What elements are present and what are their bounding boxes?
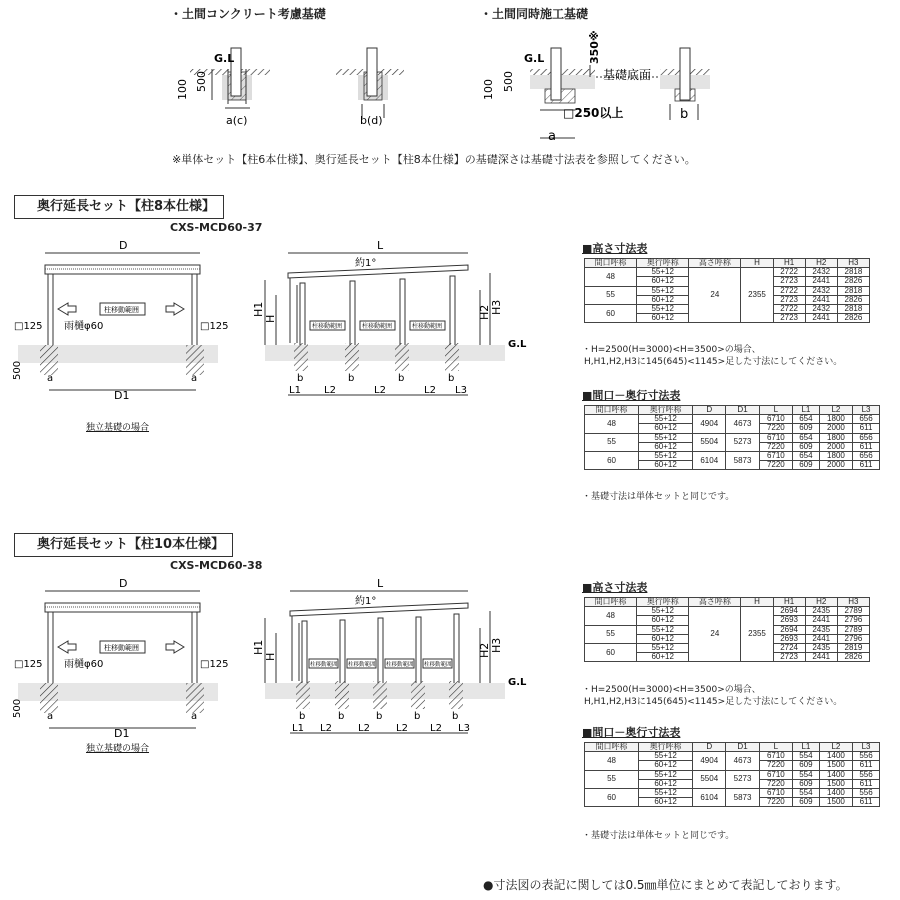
foundation-sq250-label: □250以上 <box>563 106 624 120</box>
svg-text:約1°: 約1° <box>355 596 377 607</box>
l-cell: 6710 <box>759 452 792 461</box>
l1-cell: 654 <box>792 452 819 461</box>
svg-text:D1: D1 <box>114 727 130 740</box>
h2-cell: 2432 <box>805 268 837 277</box>
svg-text:L3: L3 <box>458 723 470 734</box>
depth-code-cell: 55+12 <box>637 286 689 295</box>
svg-text:柱移動範囲: 柱移動範囲 <box>312 323 343 330</box>
l1-cell: 609 <box>792 761 819 770</box>
l-cell: 6710 <box>759 433 792 442</box>
svg-text:L1: L1 <box>289 385 301 396</box>
s1-height-table <box>584 258 870 323</box>
s1-height-table-title: ■高さ寸法表 <box>582 242 648 255</box>
foundation-left-title: ・土間コンクリート考慮基礎 <box>170 7 326 21</box>
h3-cell: 2796 <box>837 634 869 643</box>
h2-cell: 2435 <box>805 644 837 653</box>
table-header-cell: 奥行呼称 <box>637 259 689 268</box>
svg-text:b: b <box>398 373 405 384</box>
depth-code-cell: 60+12 <box>639 424 693 433</box>
foundation-500-label-2: 500 <box>502 71 515 92</box>
svg-text:L2: L2 <box>320 723 332 734</box>
depth-code-cell: 60+12 <box>639 761 693 770</box>
depth-code-cell: 60+12 <box>637 634 689 643</box>
width-code-cell: 48 <box>585 268 637 286</box>
svg-text:柱移動範囲: 柱移動範囲 <box>424 662 452 668</box>
svg-text:L2: L2 <box>374 385 386 396</box>
svg-text:500: 500 <box>12 360 23 380</box>
svg-text:H: H <box>264 314 277 323</box>
svg-text:L2: L2 <box>424 385 436 396</box>
l2-cell: 1800 <box>819 452 852 461</box>
l2-cell: 2000 <box>819 461 852 470</box>
l-cell: 7220 <box>759 461 792 470</box>
svg-text:a: a <box>191 711 198 722</box>
svg-text:L2: L2 <box>430 723 442 734</box>
depth-code-cell: 60+12 <box>637 295 689 304</box>
l2-cell: 2000 <box>819 424 852 433</box>
svg-text:b: b <box>448 373 455 384</box>
svg-text:H: H <box>264 652 277 661</box>
section1-diagram <box>0 235 560 465</box>
width-code-cell: 60 <box>585 644 637 662</box>
depth-code-cell: 55+12 <box>637 625 689 634</box>
table-header-cell: H3 <box>837 598 869 607</box>
l3-cell: 656 <box>853 433 880 442</box>
h1-cell: 2694 <box>773 625 805 634</box>
l1-cell: 609 <box>792 779 819 788</box>
s2-height-note-2: H,H1,H2,H3に145(645)<1145>足した寸法にしてください。 <box>584 697 843 707</box>
foundation-ac-label: a(c) <box>226 114 248 127</box>
l2-cell: 1500 <box>819 779 852 788</box>
section2-model: CXS-MCD60-38 <box>170 559 263 572</box>
svg-text:b: b <box>299 711 306 722</box>
svg-text:b: b <box>376 711 383 722</box>
l3-cell: 611 <box>853 798 880 807</box>
depth-code-cell: 60+12 <box>637 277 689 286</box>
section2-side-elevation <box>252 577 527 734</box>
l2-cell: 1500 <box>819 798 852 807</box>
l3-cell: 556 <box>853 789 880 798</box>
h2-cell: 2441 <box>805 277 837 286</box>
l2-cell: 1400 <box>819 770 852 779</box>
l1-cell: 609 <box>792 798 819 807</box>
svg-text:H1: H1 <box>252 301 265 317</box>
l2-cell: 1800 <box>819 433 852 442</box>
d-cell: 4904 <box>693 415 726 433</box>
svg-text:雨樋φ60: 雨樋φ60 <box>64 321 104 332</box>
l2-cell: 1400 <box>819 789 852 798</box>
l1-cell: 609 <box>792 442 819 451</box>
foundation-b-d <box>336 48 404 118</box>
table-header-cell: L3 <box>853 406 880 415</box>
foundation-b-label: b <box>680 107 689 122</box>
l3-cell: 611 <box>853 779 880 788</box>
foundation-350-label: 350※ <box>588 30 601 64</box>
l1-cell: 609 <box>792 424 819 433</box>
l-cell: 6710 <box>759 752 792 761</box>
table-header-cell: D <box>693 743 726 752</box>
table-header-cell: L <box>759 406 792 415</box>
section1-side-elevation <box>252 239 527 396</box>
foundation-100-label-2: 100 <box>482 79 495 100</box>
depth-code-cell: 55+12 <box>637 607 689 616</box>
foundation-gl-label: G.L <box>214 52 235 65</box>
width-code-cell: 48 <box>585 752 639 770</box>
svg-text:a: a <box>47 711 54 722</box>
l3-cell: 611 <box>853 461 880 470</box>
svg-text:独立基礎の場合: 独立基礎の場合 <box>86 423 150 433</box>
svg-text:G.L: G.L <box>508 339 527 350</box>
h1-cell: 2723 <box>773 277 805 286</box>
svg-text:L2: L2 <box>396 723 408 734</box>
table-header-cell: 間口呼称 <box>585 259 637 268</box>
table-header-cell: H2 <box>805 259 837 268</box>
h2-cell: 2441 <box>805 616 837 625</box>
l1-cell: 654 <box>792 433 819 442</box>
foundation-diagram <box>0 0 900 160</box>
d1-cell: 5873 <box>726 789 759 807</box>
l1-cell: 654 <box>792 415 819 424</box>
foundation-gl-label-2: G.L <box>524 52 545 65</box>
table-header-cell: L <box>759 743 792 752</box>
depth-code-cell: 60+12 <box>639 779 693 788</box>
s1-opening-note: ・基礎寸法は単体セットと同じです。 <box>582 492 735 502</box>
svg-text:G.L: G.L <box>508 677 527 688</box>
svg-text:H1: H1 <box>252 639 265 655</box>
svg-text:L3: L3 <box>455 385 467 396</box>
foundation-a-label: a <box>548 129 556 144</box>
h2-cell: 2441 <box>805 295 837 304</box>
svg-text:b: b <box>338 711 345 722</box>
h1-cell: 2724 <box>773 644 805 653</box>
svg-text:H2: H2 <box>478 304 491 320</box>
svg-text:L: L <box>377 577 384 590</box>
section1-title: 奥行延長セット【柱8本仕様】 <box>14 195 224 219</box>
h3-cell: 2826 <box>837 295 869 304</box>
svg-text:L1: L1 <box>292 723 304 734</box>
s1-opening-table <box>584 405 880 470</box>
h1-cell: 2722 <box>773 268 805 277</box>
table-header-cell: H <box>741 598 773 607</box>
d1-cell: 4673 <box>726 415 759 433</box>
h3-cell: 2818 <box>837 268 869 277</box>
depth-code-cell: 55+12 <box>639 789 693 798</box>
l3-cell: 611 <box>853 442 880 451</box>
table-header-cell: L1 <box>792 406 819 415</box>
table-header-cell: H <box>741 259 773 268</box>
h1-cell: 2693 <box>773 634 805 643</box>
table-header-cell: 奥行呼称 <box>639 743 693 752</box>
depth-code-cell: 55+12 <box>639 452 693 461</box>
foundation-right-title: ・土間同時施工基礎 <box>480 7 589 21</box>
svg-text:柱移動範囲: 柱移動範囲 <box>104 306 139 314</box>
section2-diagram <box>0 573 560 773</box>
h2-cell: 2441 <box>805 634 837 643</box>
h3-cell: 2818 <box>837 286 869 295</box>
svg-text:b: b <box>297 373 304 384</box>
h2-cell: 2441 <box>805 314 837 323</box>
table-header-cell: 高さ呼称 <box>689 598 741 607</box>
width-code-cell: 55 <box>585 625 637 643</box>
foundation-500-label: 500 <box>195 71 208 92</box>
svg-text:D: D <box>119 577 128 590</box>
depth-code-cell: 55+12 <box>639 433 693 442</box>
section2-title: 奥行延長セット【柱10本仕様】 <box>14 533 233 557</box>
s1-height-note-1: ・H=2500(H=3000)<H=3500>の場合、 <box>582 345 761 355</box>
svg-text:独立基礎の場合: 独立基礎の場合 <box>86 744 150 754</box>
svg-text:柱移動範囲: 柱移動範囲 <box>412 323 443 330</box>
table-header-cell: L2 <box>819 743 852 752</box>
table-header-cell: H3 <box>837 259 869 268</box>
d1-cell: 5273 <box>726 433 759 451</box>
svg-text:柱移動範囲: 柱移動範囲 <box>104 644 139 652</box>
table-header-cell: L2 <box>819 406 852 415</box>
table-header-cell: 間口呼称 <box>585 598 637 607</box>
h1-cell: 2723 <box>773 653 805 662</box>
svg-text:□125: □125 <box>200 659 229 670</box>
s2-opening-table-title: ■間口－奥行寸法表 <box>582 726 681 739</box>
width-code-cell: 48 <box>585 415 639 433</box>
h3-cell: 2826 <box>837 277 869 286</box>
h3-cell: 2826 <box>837 653 869 662</box>
depth-code-cell: 60+12 <box>639 461 693 470</box>
svg-text:a: a <box>191 373 198 384</box>
h2-cell: 2441 <box>805 653 837 662</box>
d-cell: 4904 <box>693 752 726 770</box>
l-cell: 6710 <box>759 789 792 798</box>
l1-cell: 554 <box>792 789 819 798</box>
d-cell: 5504 <box>693 433 726 451</box>
s2-opening-note: ・基礎寸法は単体セットと同じです。 <box>582 831 735 841</box>
depth-code-cell: 55+12 <box>637 268 689 277</box>
svg-text:b: b <box>414 711 421 722</box>
depth-code-cell: 60+12 <box>639 442 693 451</box>
l3-cell: 556 <box>853 770 880 779</box>
depth-code-cell: 60+12 <box>639 798 693 807</box>
depth-code-cell: 55+12 <box>637 644 689 653</box>
l3-cell: 611 <box>853 761 880 770</box>
h3-cell: 2818 <box>837 305 869 314</box>
h3-cell: 2796 <box>837 616 869 625</box>
section1-front-elevation <box>12 239 229 433</box>
svg-text:D: D <box>119 239 128 252</box>
d-cell: 6104 <box>693 789 726 807</box>
svg-text:D1: D1 <box>114 389 130 402</box>
height-code-cell: 24 <box>689 268 741 323</box>
table-header-cell: L3 <box>853 743 880 752</box>
foundation-note: ※単体セット【柱6本仕様】、奥行延長セット【柱8本仕様】の基礎深さは基礎寸法表を参照してください。 <box>172 153 696 166</box>
h1-cell: 2694 <box>773 607 805 616</box>
l-cell: 6710 <box>759 415 792 424</box>
l-cell: 6710 <box>759 770 792 779</box>
l-cell: 7220 <box>759 761 792 770</box>
l-cell: 7220 <box>759 424 792 433</box>
svg-text:柱移動範囲: 柱移動範囲 <box>362 323 393 330</box>
depth-code-cell: 60+12 <box>637 616 689 625</box>
svg-text:H3: H3 <box>490 299 503 315</box>
svg-text:柱移動範囲: 柱移動範囲 <box>348 662 376 668</box>
l-cell: 7220 <box>759 442 792 451</box>
d1-cell: 5873 <box>726 452 759 470</box>
l1-cell: 609 <box>792 461 819 470</box>
foundation-base-bottom-label: 基礎底面 <box>603 68 652 82</box>
depth-code-cell: 55+12 <box>637 305 689 314</box>
height-code-cell: 24 <box>689 607 741 662</box>
table-header-cell: L1 <box>792 743 819 752</box>
table-header-cell: 奥行呼称 <box>637 598 689 607</box>
table-header-cell: H1 <box>773 259 805 268</box>
table-header-cell: 間口呼称 <box>585 743 639 752</box>
l-cell: 7220 <box>759 779 792 788</box>
l1-cell: 554 <box>792 770 819 779</box>
table-header-cell: D1 <box>726 743 759 752</box>
d-cell: 6104 <box>693 452 726 470</box>
h3-cell: 2819 <box>837 644 869 653</box>
l1-cell: 554 <box>792 752 819 761</box>
l2-cell: 1500 <box>819 761 852 770</box>
svg-text:L2: L2 <box>324 385 336 396</box>
l-cell: 7220 <box>759 798 792 807</box>
width-code-cell: 55 <box>585 433 639 451</box>
h1-cell: 2722 <box>773 305 805 314</box>
table-header-cell: 奥行呼称 <box>639 406 693 415</box>
svg-text:500: 500 <box>12 698 23 718</box>
svg-text:b: b <box>452 711 459 722</box>
h1-cell: 2722 <box>773 286 805 295</box>
h1-cell: 2693 <box>773 616 805 625</box>
d1-cell: 4673 <box>726 752 759 770</box>
svg-text:L: L <box>377 239 384 252</box>
width-code-cell: 60 <box>585 305 637 323</box>
width-code-cell: 55 <box>585 770 639 788</box>
svg-text:a: a <box>47 373 54 384</box>
table-header-cell: 間口呼称 <box>585 406 639 415</box>
l3-cell: 611 <box>853 424 880 433</box>
svg-text:□125: □125 <box>14 659 43 670</box>
s2-height-note-1: ・H=2500(H=3000)<H=3500>の場合、 <box>582 685 761 695</box>
d-cell: 5504 <box>693 770 726 788</box>
s1-opening-table-title: ■間口－奥行寸法表 <box>582 389 681 402</box>
svg-text:L2: L2 <box>358 723 370 734</box>
table-header-cell: D <box>693 406 726 415</box>
h3-cell: 2789 <box>837 625 869 634</box>
svg-text:□125: □125 <box>200 321 229 332</box>
l2-cell: 1800 <box>819 415 852 424</box>
s2-height-table-title: ■高さ寸法表 <box>582 581 648 594</box>
table-row <box>585 770 880 779</box>
h-value-cell: 2355 <box>741 268 773 323</box>
h2-cell: 2432 <box>805 305 837 314</box>
h2-cell: 2432 <box>805 286 837 295</box>
d1-cell: 5273 <box>726 770 759 788</box>
h2-cell: 2435 <box>805 607 837 616</box>
svg-text:柱移動範囲: 柱移動範囲 <box>386 662 414 668</box>
foundation-bd-label: b(d) <box>360 114 383 127</box>
h-value-cell: 2355 <box>741 607 773 662</box>
table-row <box>585 433 880 442</box>
l3-cell: 656 <box>853 415 880 424</box>
depth-code-cell: 60+12 <box>637 314 689 323</box>
svg-text:□125: □125 <box>14 321 43 332</box>
depth-code-cell: 55+12 <box>639 752 693 761</box>
l3-cell: 656 <box>853 452 880 461</box>
l3-cell: 556 <box>853 752 880 761</box>
s2-opening-table <box>584 742 880 807</box>
l2-cell: 2000 <box>819 442 852 451</box>
section2-front-elevation <box>12 577 229 754</box>
depth-code-cell: 55+12 <box>639 415 693 424</box>
svg-text:b: b <box>348 373 355 384</box>
section1-model: CXS-MCD60-37 <box>170 221 263 234</box>
width-code-cell: 60 <box>585 452 639 470</box>
depth-code-cell: 60+12 <box>637 653 689 662</box>
table-header-cell: H1 <box>773 598 805 607</box>
depth-code-cell: 55+12 <box>639 770 693 779</box>
s2-height-table <box>584 597 870 662</box>
footer-note: ●寸法図の表記に関しては0.5㎜単位にまとめて表記しております。 <box>483 878 848 892</box>
width-code-cell: 55 <box>585 286 637 304</box>
svg-text:H2: H2 <box>478 642 491 658</box>
h1-cell: 2723 <box>773 314 805 323</box>
s1-height-note-2: H,H1,H2,H3に145(645)<1145>足した寸法にしてください。 <box>584 357 843 367</box>
h3-cell: 2826 <box>837 314 869 323</box>
svg-text:約1°: 約1° <box>355 258 377 269</box>
foundation-100-label: 100 <box>176 79 189 100</box>
h2-cell: 2435 <box>805 625 837 634</box>
svg-text:雨樋φ60: 雨樋φ60 <box>64 659 104 670</box>
svg-text:H3: H3 <box>490 637 503 653</box>
h3-cell: 2789 <box>837 607 869 616</box>
width-code-cell: 60 <box>585 789 639 807</box>
width-code-cell: 48 <box>585 607 637 625</box>
table-header-cell: D1 <box>726 406 759 415</box>
svg-text:柱移動範囲: 柱移動範囲 <box>310 662 338 668</box>
table-header-cell: H2 <box>805 598 837 607</box>
h1-cell: 2723 <box>773 295 805 304</box>
l2-cell: 1400 <box>819 752 852 761</box>
table-header-cell: 高さ呼称 <box>689 259 741 268</box>
